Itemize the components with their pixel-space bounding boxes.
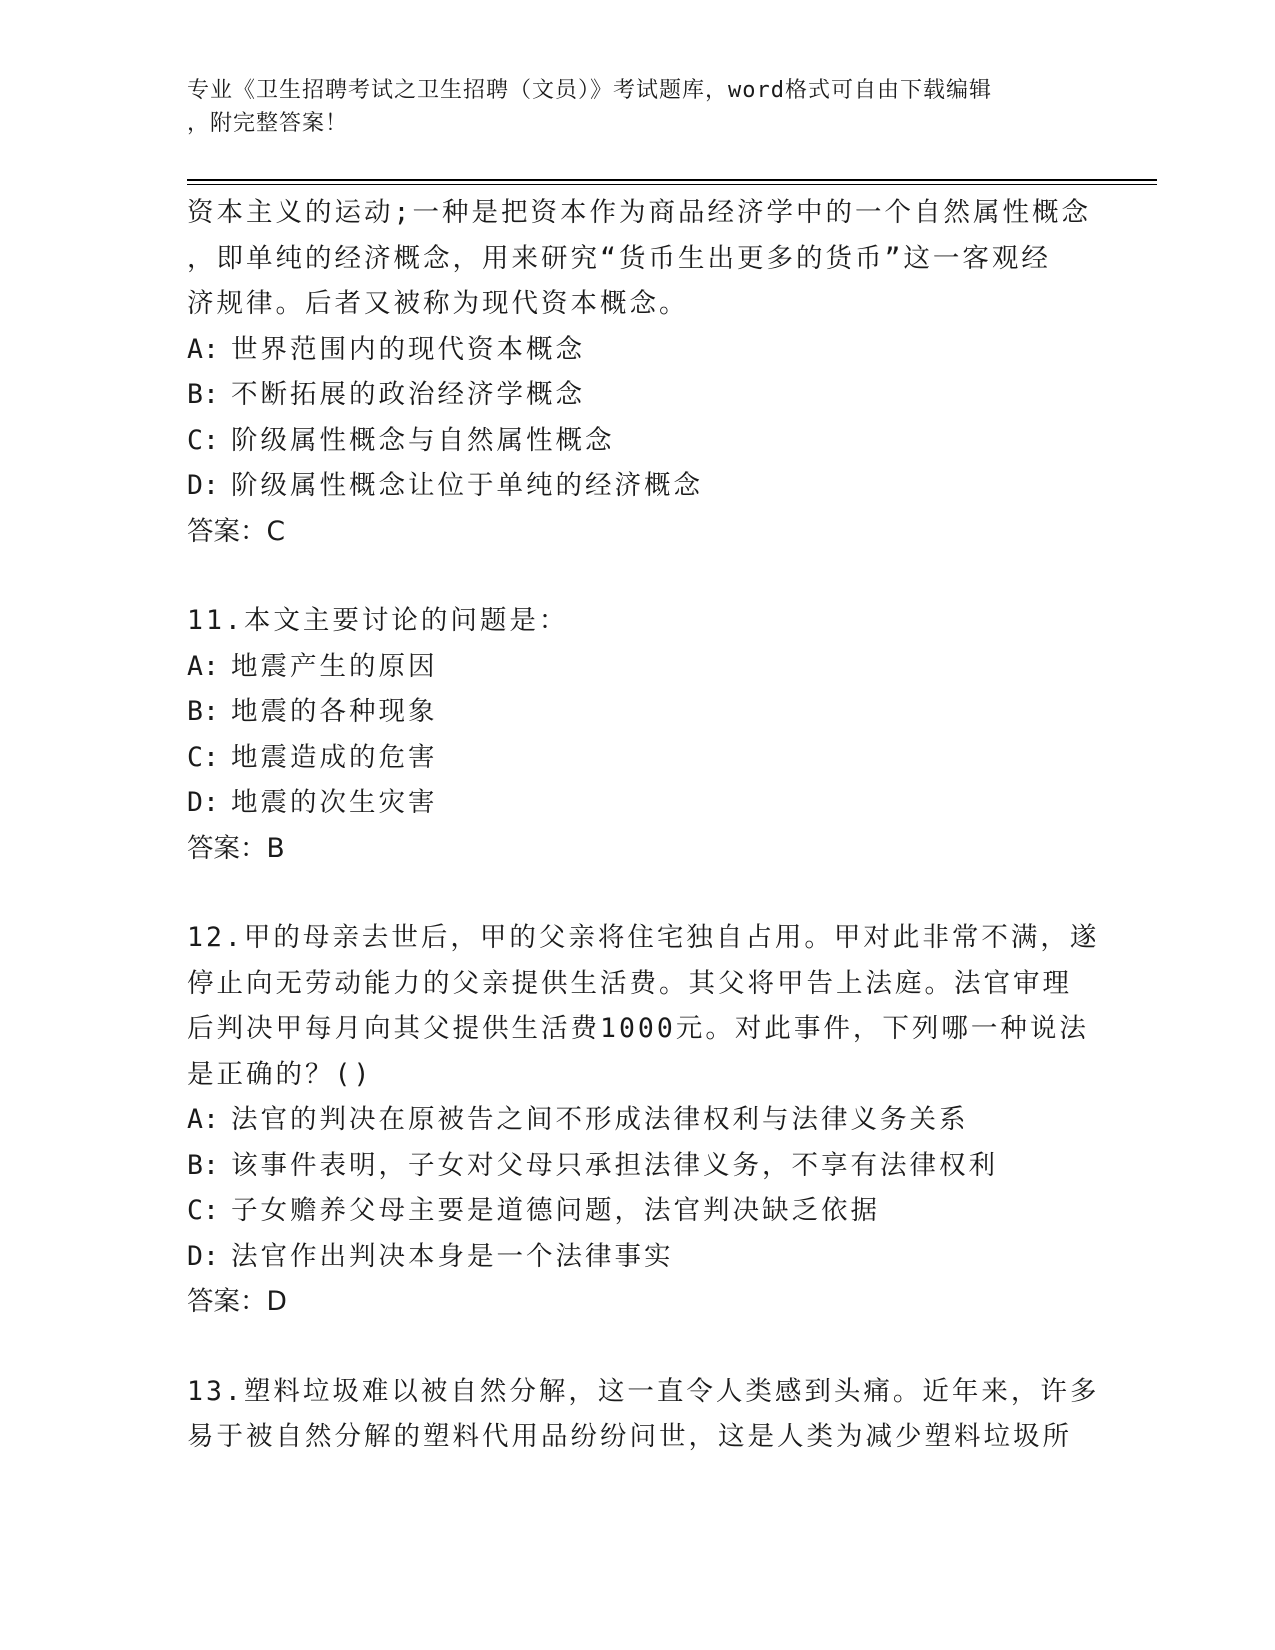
question-13: [187, 1369, 1100, 1460]
option-key: B:: [187, 696, 219, 727]
option-key: C:: [187, 741, 219, 773]
option-b: [187, 1143, 1087, 1189]
option-c: [187, 1188, 1087, 1234]
option-text: 地震的次生灾害: [231, 787, 438, 818]
option-c: [187, 735, 1087, 781]
option-c: [187, 418, 1087, 464]
header-line-1: 专业《卫生招聘考试之卫生招聘（文员）》考试题库，word格式可自由下载编辑: [187, 78, 992, 103]
option-text: 地震的各种现象: [231, 696, 438, 727]
option-b: [187, 372, 1087, 418]
option-d: [187, 780, 1087, 826]
answer-line: 答案：C: [187, 515, 286, 547]
question-text-line: 易于被自然分解的塑料代用品纷纷问世，这是人类为减少塑料垃圾所: [187, 1421, 1072, 1452]
header-divider-thick: [187, 179, 1157, 181]
question-text-line: 后判决甲每月向其父提供生活费1000元。对此事件，下列哪一种说法: [187, 1013, 1089, 1044]
option-key: D:: [187, 1240, 219, 1272]
header-divider-thin: [187, 184, 1157, 185]
option-key: A:: [187, 1104, 219, 1135]
option-d: [187, 463, 1087, 509]
question-11: [187, 598, 1087, 871]
question-text-line: 13.塑料垃圾难以被自然分解，这一直令人类感到头痛。近年来，许多: [187, 1375, 1100, 1407]
option-text: 地震产生的原因: [231, 650, 438, 682]
option-text: 法官的判决在原被告之间不形成法律权利与法律义务关系: [231, 1104, 969, 1135]
document-header: [187, 74, 1087, 140]
option-text: 不断拓展的政治经济学概念: [231, 379, 585, 410]
option-a: [187, 1097, 1087, 1143]
option-key: B:: [187, 379, 219, 410]
question-text-line: 资本主义的运动;一种是把资本作为商品经济学中的一个自然属性概念: [187, 197, 1091, 228]
option-text: 子女赡养父母主要是道德问题，法官判决缺乏依据: [231, 1195, 880, 1226]
question-text-line: 是正确的？(): [187, 1058, 373, 1090]
option-key: C:: [187, 1195, 219, 1226]
option-a: [187, 644, 1087, 690]
question-text-line: 济规律。后者又被称为现代资本概念。: [187, 288, 689, 319]
answer-line: 答案：B: [187, 832, 285, 864]
option-text: 世界范围内的现代资本概念: [231, 333, 585, 365]
option-text: 阶级属性概念让位于单纯的经济概念: [231, 470, 703, 501]
option-text: 阶级属性概念与自然属性概念: [231, 424, 615, 456]
option-key: D:: [187, 787, 219, 818]
option-d: [187, 1234, 1087, 1280]
question-text-line: ，即单纯的经济概念，用来研究“货币生出更多的货币”这一客观经: [187, 242, 1051, 274]
question-12: [187, 915, 1100, 1325]
option-key: A:: [187, 333, 219, 365]
question-text-line: 停止向无劳动能力的父亲提供生活费。其父将甲告上法庭。法官审理: [187, 967, 1072, 999]
answer-line: 答案：D: [187, 1286, 287, 1317]
question-10: [187, 190, 1091, 554]
question-text-line: 11.本文主要讨论的问题是：: [187, 605, 569, 636]
option-key: D:: [187, 470, 219, 501]
option-key: A:: [187, 650, 219, 682]
option-a: [187, 327, 1087, 373]
option-text: 地震造成的危害: [231, 741, 438, 773]
document-body: [187, 190, 1100, 1460]
header-line-2: ，附完整答案！: [187, 111, 349, 136]
option-text: 该事件表明，子女对父母只承担法律义务，不享有法律权利: [231, 1149, 998, 1181]
option-text: 法官作出判决本身是一个法律事实: [231, 1240, 674, 1272]
option-key: C:: [187, 424, 219, 456]
option-b: [187, 689, 1087, 735]
option-key: B:: [187, 1149, 219, 1181]
question-text-line: 12.甲的母亲去世后，甲的父亲将住宅独自占用。甲对此非常不满，遂: [187, 922, 1100, 953]
